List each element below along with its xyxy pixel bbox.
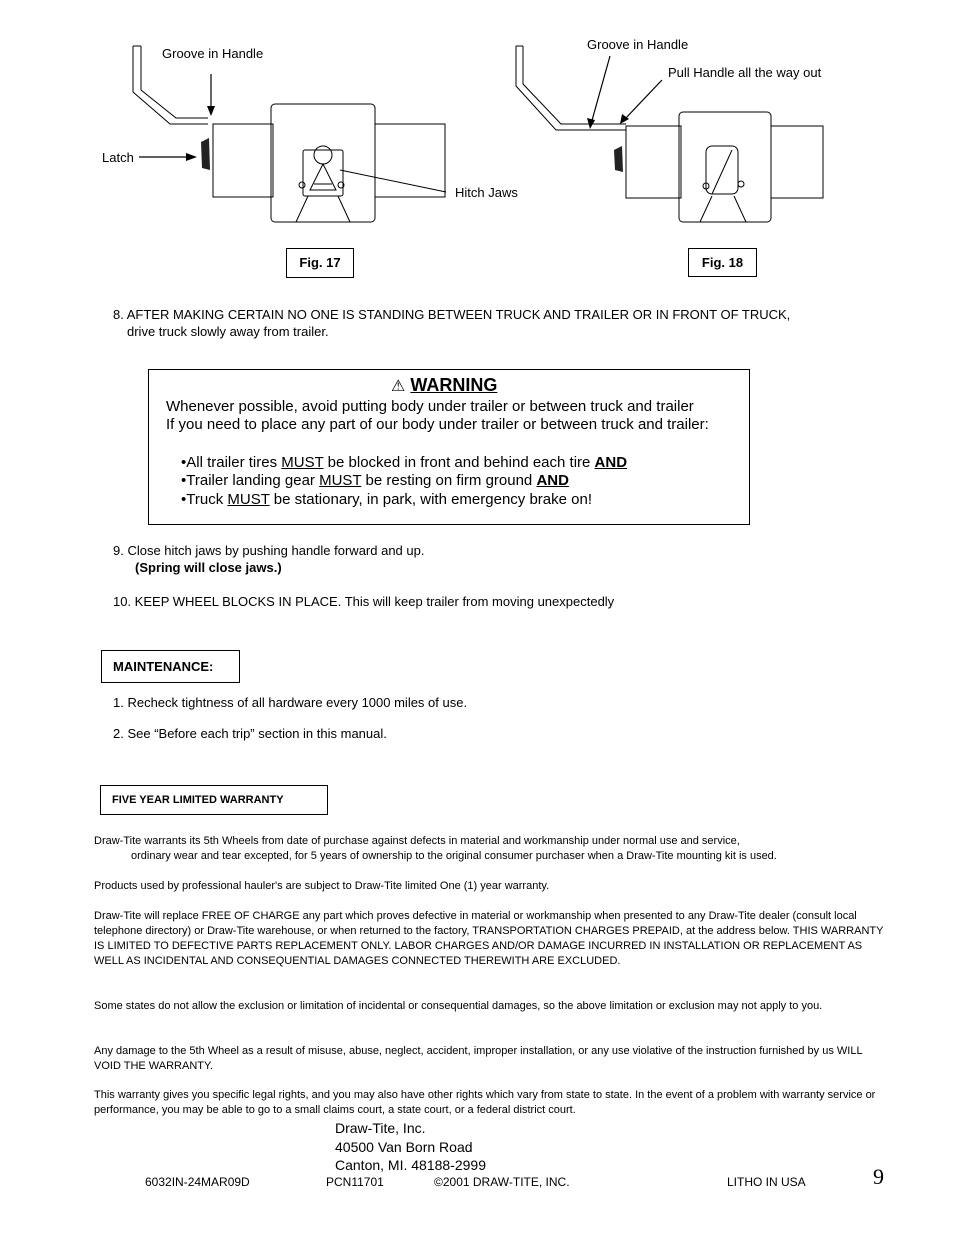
warning-line2: If you need to place any part of our body under trailer or between truck and trailer: bbox=[166, 416, 709, 433]
warranty-paragraph-2: Products used by professional hauler's are subject to Draw-Tite limited One (1) year warranty. bbox=[94, 880, 550, 892]
footer-litho: LITHO IN USA bbox=[727, 1175, 806, 1189]
warranty-paragraph-6: This warranty gives you specific legal rights, and you may also have other rights which vary from state to state. In the event of a problem with warranty service or performance, you may be able to go to a small claims court, a state court, or a federal district court. bbox=[94, 1089, 876, 1116]
warning-box bbox=[148, 369, 750, 525]
fig17-latch-label: Latch bbox=[102, 150, 134, 165]
fig18-caption: Fig. 18 bbox=[688, 248, 757, 277]
step-8-line2: drive truck slowly away from trailer. bbox=[127, 324, 329, 339]
fig17-caption: Fig. 17 bbox=[286, 248, 354, 278]
warranty-heading: FIVE YEAR LIMITED WARRANTY bbox=[100, 785, 328, 815]
warning-triangle-icon: ⚠ bbox=[391, 376, 406, 395]
address-street: 40500 Van Born Road bbox=[335, 1139, 473, 1155]
warning-bullet-1: •All trailer tires MUST be blocked in front and behind each tire AND bbox=[181, 454, 628, 471]
fig17-hitch-jaws-label: Hitch Jaws bbox=[455, 185, 518, 200]
address-city: Canton, MI. 48188-2999 bbox=[335, 1157, 486, 1173]
warning-title bbox=[391, 375, 497, 396]
warning-title-text: WARNING bbox=[410, 375, 498, 395]
fig18-groove-label: Groove in Handle bbox=[587, 37, 689, 52]
warranty-paragraph-1: Draw-Tite warrants its 5th Wheels from date of purchase against defects in material and workmanship under normal use and service, ordinary wear and tear excepted, for 5 years of ownership to the original consumer purchaser when a Draw-Tite mounting kit is used. bbox=[94, 835, 777, 862]
warning-line1: Whenever possible, avoid putting body under trailer or between truck and trailer bbox=[166, 398, 694, 415]
warning-bullet-2: •Trailer landing gear MUST be resting on firm ground AND bbox=[181, 472, 569, 489]
figure-17-diagram bbox=[90, 36, 530, 236]
address-company: Draw-Tite, Inc. bbox=[335, 1120, 426, 1136]
footer-pcn: PCN11701 bbox=[326, 1175, 384, 1189]
maintenance-item-2: 2. See “Before each trip” section in this manual. bbox=[113, 726, 387, 741]
maintenance-heading: MAINTENANCE: bbox=[101, 650, 240, 683]
fig17-groove-label: Groove in Handle bbox=[162, 46, 264, 61]
fig18-pull-handle-label: Pull Handle all the way out bbox=[668, 65, 822, 80]
step-10: 10. KEEP WHEEL BLOCKS IN PLACE. This will keep trailer from moving unexpectedly bbox=[113, 594, 615, 609]
step-9-line2: (Spring will close jaws.) bbox=[135, 560, 282, 575]
step-8-line1: 8. AFTER MAKING CERTAIN NO ONE IS STANDING BETWEEN TRUCK AND TRAILER OR IN FRONT OF TRUCK, bbox=[113, 307, 791, 322]
maintenance-item-1: 1. Recheck tightness of all hardware every 1000 miles of use. bbox=[113, 695, 468, 710]
warning-bullet-3: •Truck MUST be stationary, in park, with emergency brake on! bbox=[181, 491, 592, 508]
warranty-paragraph-3: Draw-Tite will replace FREE OF CHARGE any part which proves defective in material or workmanship when presented to any Draw-Tite dealer (consult local telephone directory) or Draw-Tite warehouse, or when returned to the factory, TRANSPORTATION CHARGES PREPAID, at the address below. THIS WARRANTY IS LIMITED TO DEFECTIVE PARTS REPLACEMENT ONLY. LABOR CHARGES AND/OR DAMAGE INCURRED IN INSTALLATION OR REPLACEMENT AS WELL AS INCIDENTAL AND CONSEQUENTIAL DAMAGES CONNECTED THEREWITH ARE EXCLUDED. bbox=[94, 910, 884, 967]
footer-doc-number: 6032IN-24MAR09D bbox=[145, 1175, 250, 1189]
warranty-paragraph-5: Any damage to the 5th Wheel as a result of misuse, abuse, neglect, accident, improper installation, or any use violative of the instruction furnished by us WILL VOID THE WARRANTY. bbox=[94, 1045, 863, 1072]
footer-copyright: ©2001 DRAW-TITE, INC. bbox=[434, 1175, 570, 1189]
step-9-line1: 9. Close hitch jaws by pushing handle forward and up. bbox=[113, 543, 425, 558]
page-number: 9 bbox=[873, 1164, 884, 1189]
warranty-paragraph-4: Some states do not allow the exclusion or limitation of incidental or consequential damages, so the above limitation or exclusion may not apply to you. bbox=[94, 1000, 823, 1012]
